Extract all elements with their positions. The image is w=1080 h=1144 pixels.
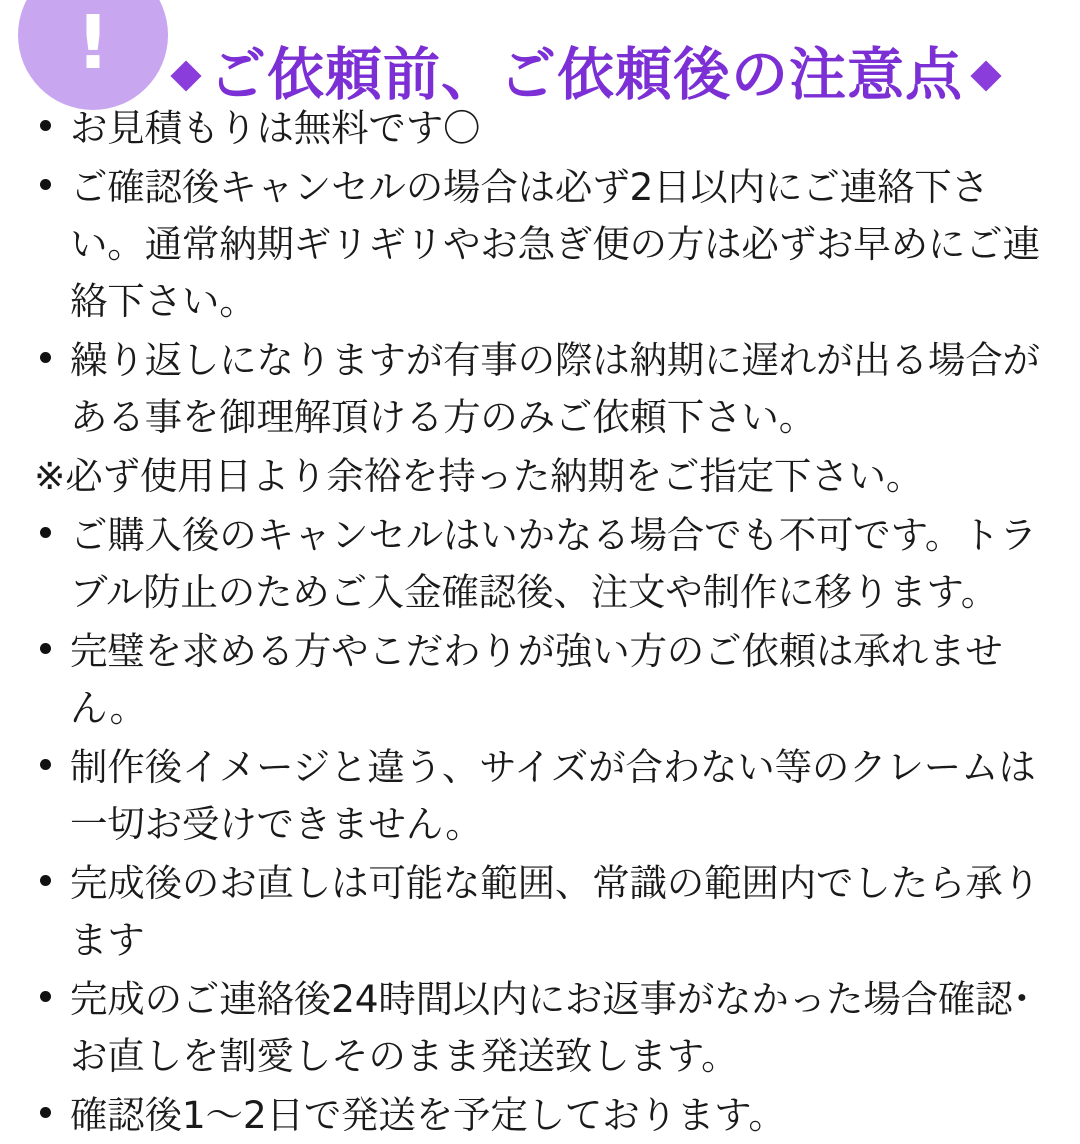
list-item [26, 159, 1062, 330]
list-item-text: 完璧を求める方やこだわりが強い方のご依頼は承れません。 [70, 629, 1003, 730]
bullet-icon [40, 1107, 51, 1118]
page-header [0, 0, 1080, 109]
page-title: ご依頼前、ご依頼後の注意点 [209, 42, 963, 109]
list-item-text: 完成後のお直しは可能な範囲、常識の範囲内でしたら承ります [70, 861, 1040, 962]
list-item-text: お見積もりは無料です〇 [70, 106, 481, 150]
list-item [26, 971, 1062, 1085]
list-item-text: ご購入後のキャンセルはいかなる場合でも不可です。トラブル防止のためご入金確認後、注文や制作に移ります。 [70, 513, 1037, 614]
list-item-text: ご確認後キャンセルの場合は必ず2日以内にご連絡下さい。通常納期ギリギリやお急ぎ便の方は必ずお早めにご連絡下さい。 [70, 165, 1040, 323]
bullet-icon [40, 643, 51, 654]
list-item [26, 332, 1062, 446]
list-item [26, 855, 1062, 969]
list-item [26, 507, 1062, 621]
diamond-right-icon [970, 61, 1001, 92]
bullet-icon [40, 759, 51, 770]
exclamation-mark-icon: ! [76, 0, 110, 86]
list-item [26, 623, 1062, 737]
list-item-text: 完成のご連絡後24時間以内にお返事がなかった場合確認･お直しを割愛しそのまま発送致します。 [70, 977, 1032, 1078]
bullet-icon [40, 179, 51, 190]
list-item [26, 100, 1062, 157]
notice-list [0, 100, 1080, 1144]
bullet-icon [40, 875, 51, 886]
list-item [26, 739, 1062, 853]
list-item [26, 1087, 1062, 1144]
bullet-icon [40, 991, 51, 1002]
list-item [26, 448, 1062, 505]
list-item-text: 確認後1〜2日で発送を予定しております。 [70, 1093, 786, 1137]
list-item-text: ※必ず使用日より余裕を持った納期をご指定下さい。 [34, 454, 924, 498]
list-item-text: 繰り返しになりますが有事の際は納期に遅れが出る場合がある事を御理解頂ける方のみご依頼下さい。 [70, 338, 1040, 439]
list-item-text: 制作後イメージと違う、サイズが合わない等のクレームは一切お受けできません。 [70, 745, 1036, 846]
bullet-icon [40, 120, 51, 131]
bullet-icon [40, 352, 51, 363]
exclamation-badge [18, 0, 168, 110]
bullet-icon [40, 527, 51, 538]
diamond-left-icon [170, 61, 201, 92]
